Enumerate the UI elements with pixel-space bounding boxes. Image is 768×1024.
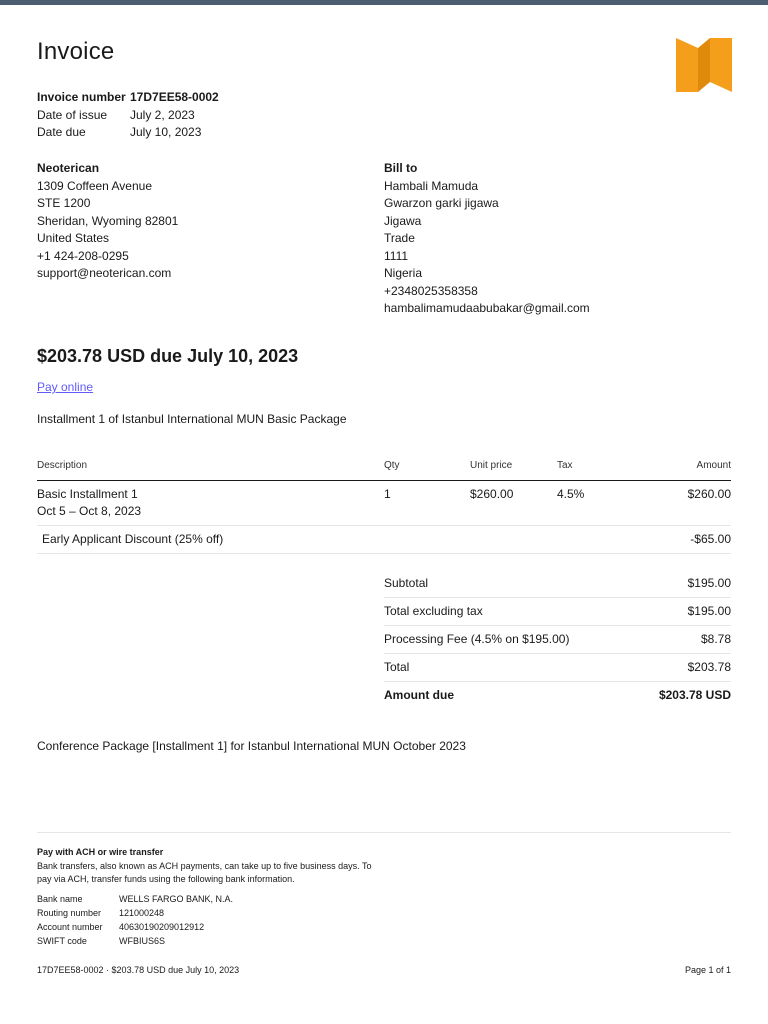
date-due: July 10, 2023: [130, 125, 202, 139]
invoice-memo: Installment 1 of Istanbul International MUN Basic Package: [37, 412, 347, 426]
routing-number-row: [37, 906, 233, 920]
total-label: Processing Fee (4.5% on $195.00): [384, 632, 570, 646]
seller-phone: +1 424-208-0295: [37, 248, 129, 263]
item-tax: 4.5%: [557, 487, 585, 501]
total-label: Subtotal: [384, 576, 429, 590]
column-header-unit-price: Unit price: [470, 460, 513, 471]
swift-code: WFBIUS6S: [119, 936, 166, 946]
address-line: Nigeria: [384, 266, 423, 280]
seller-address: [37, 160, 178, 283]
column-header-tax: Tax: [557, 460, 573, 471]
amount-due-value: $203.78 USD: [658, 688, 731, 702]
total-excluding-tax-value: $195.00: [687, 604, 731, 618]
invoice-number-row: [37, 89, 219, 107]
bank-name: WELLS FARGO BANK, N.A.: [119, 894, 234, 904]
item-amount: $260.00: [687, 487, 731, 501]
routing-number: 121000248: [119, 908, 165, 918]
total-label: Total: [384, 660, 410, 674]
subtotal-value: $195.00: [687, 576, 731, 590]
column-header-amount: Amount: [696, 460, 731, 471]
total-label: Amount due: [384, 688, 454, 702]
row-divider: [384, 597, 731, 598]
discount-amount: -$65.00: [690, 532, 731, 546]
address-line: Trade: [384, 231, 415, 245]
bill-to-heading: Bill to: [384, 161, 418, 175]
conference-note: Conference Package [Installment 1] for Istanbul International MUN October 2023: [37, 739, 466, 753]
date-due-row: [37, 124, 219, 142]
account-number-row: [37, 920, 233, 934]
address-line: Jigawa: [384, 213, 422, 228]
bank-name-row: [37, 892, 233, 906]
page-number: Page 1 of 1: [684, 965, 731, 975]
seller-name: Neoterican: [37, 161, 100, 175]
address-line: 1309 Coffeen Avenue: [37, 178, 152, 193]
bank-label: SWIFT code: [37, 936, 87, 946]
top-accent-bar: [0, 0, 768, 5]
address-line: Gwarzon garki jigawa: [384, 196, 499, 210]
total-value: $203.78: [687, 660, 731, 674]
processing-fee-value: $8.78: [700, 632, 731, 646]
date-of-issue-row: [37, 107, 219, 125]
row-divider: [37, 525, 731, 526]
address-line: Hambali Mamuda: [384, 178, 479, 193]
meta-label: Date due: [37, 125, 86, 139]
ach-title: Pay with ACH or wire transfer: [37, 847, 164, 857]
item-qty: 1: [384, 487, 391, 501]
column-header-qty: Qty: [384, 460, 400, 471]
bank-label: Routing number: [37, 908, 102, 918]
customer-email: hambalimamudaabubakar@gmail.com: [384, 301, 590, 315]
row-divider: [384, 653, 731, 654]
ach-description: Bank transfers, also known as ACH payments, can take up to five business days. To pay via ACH, transfer funds using the following bank information.: [37, 861, 372, 884]
table-header-divider: [37, 480, 731, 481]
page-title: Invoice: [37, 38, 115, 65]
invoice-meta: [37, 89, 219, 142]
amount-due-headline: $203.78 USD due July 10, 2023: [37, 346, 299, 366]
address-line: Sheridan, Wyoming 82801: [37, 213, 179, 228]
seller-email: support@neoterican.com: [37, 266, 172, 280]
neoterican-logo-icon: [676, 38, 732, 92]
bank-label: Account number: [37, 922, 103, 932]
column-header-description: Description: [37, 460, 88, 471]
footer-divider: [37, 832, 731, 833]
item-description: Basic Installment 1: [37, 487, 138, 501]
invoice-number: 17D7EE58-0002: [130, 90, 219, 104]
account-number: 40630190209012912: [119, 922, 205, 932]
address-line: STE 1200: [37, 196, 91, 210]
date-of-issue: July 2, 2023: [130, 107, 195, 122]
bill-to-address: [384, 160, 590, 318]
row-divider: [37, 553, 731, 554]
address-line: United States: [37, 231, 110, 245]
item-unit-price: $260.00: [470, 487, 514, 501]
total-label: Total excluding tax: [384, 604, 483, 618]
meta-label: Invoice number: [37, 90, 126, 104]
address-line: 1111: [384, 248, 409, 263]
swift-code-row: [37, 934, 233, 948]
meta-label: Date of issue: [37, 107, 108, 122]
bank-label: Bank name: [37, 894, 83, 904]
item-period: Oct 5 – Oct 8, 2023: [37, 504, 142, 518]
row-divider: [384, 681, 731, 682]
pay-online-link[interactable]: Pay online: [37, 380, 94, 394]
row-divider: [384, 625, 731, 626]
bank-details: [37, 892, 233, 948]
customer-phone: +2348025358358: [384, 283, 478, 298]
footer-summary: 17D7EE58-0002 · $203.78 USD due July 10, 2023: [37, 965, 240, 975]
discount-label: Early Applicant Discount (25% off): [42, 532, 224, 546]
